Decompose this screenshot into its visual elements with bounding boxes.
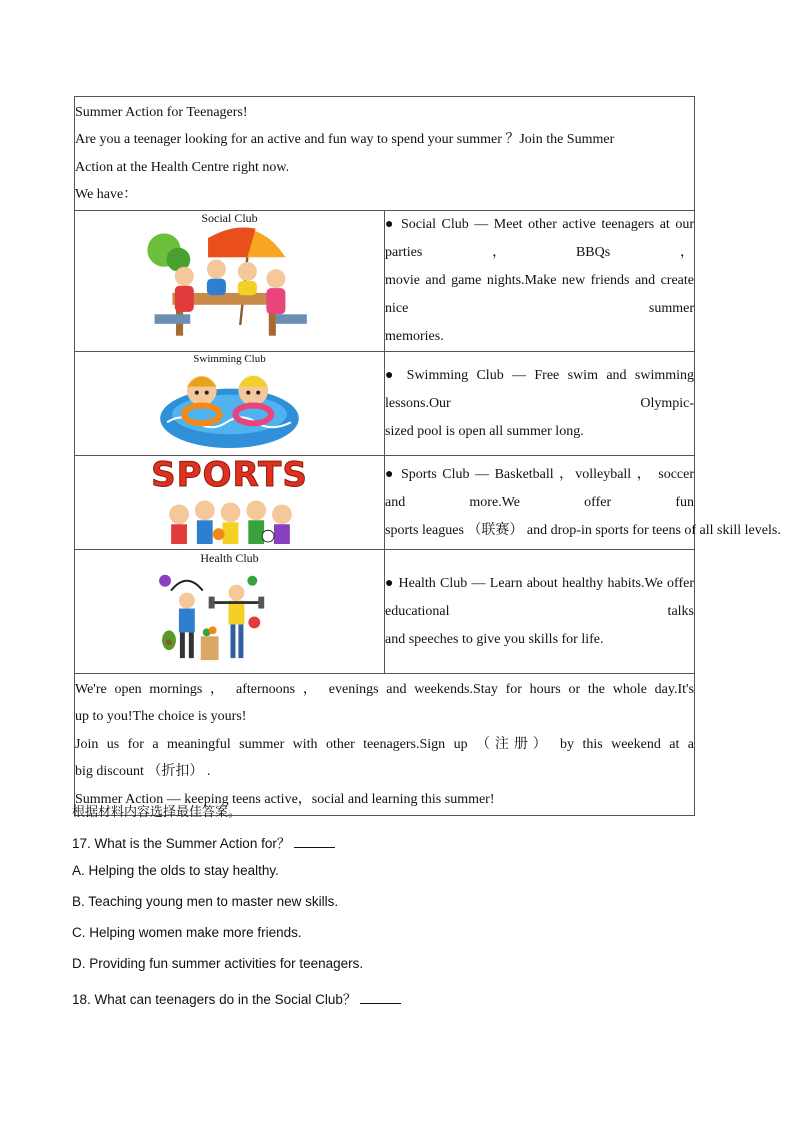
club-line: memories. <box>385 329 444 344</box>
reading-passage-box <box>74 96 781 816</box>
instruction-text: 根据材料内容选择最佳答案。 <box>72 805 242 820</box>
option-b[interactable]: B. Teaching young men to master new skills. <box>72 894 339 909</box>
club-line: ● Social Club — Meet other active teenagers at our parties，BBQs， <box>385 217 694 260</box>
club-row-sports <box>75 456 695 550</box>
answer-blank[interactable] <box>360 991 401 1004</box>
question-stem: 18. What can teenagers do in the Social Club？ <box>72 992 357 1007</box>
option-a[interactable]: A. Helping the olds to stay healthy. <box>72 863 279 878</box>
answer-blank[interactable] <box>294 835 335 848</box>
passage-outro <box>75 674 695 816</box>
sports-club-caption: SPORTS <box>151 455 308 495</box>
club-row-social <box>75 211 695 352</box>
club-row-swimming <box>75 352 695 456</box>
outro-line: Join us for a meaningful summer with other teenagers.Sign up （注册） by this weekend at a <box>75 736 694 752</box>
club-line: sized pool is open all summer long. <box>385 423 584 439</box>
swimming-club-image <box>75 352 385 456</box>
question-18 <box>72 988 401 1008</box>
club-line: ● Swimming Club — Free swim and swimming lessons.Our Olympic- <box>385 367 694 411</box>
intro-line: Are you a teenager looking for an active and fun way to spend your summer ？Join the Summer <box>75 132 615 147</box>
outro-line: up to you!The choice is yours! <box>75 709 247 725</box>
outro-line: Summer Action — keeping teens active，social and learning this summer! <box>75 791 495 807</box>
swimming-club-description <box>385 352 695 456</box>
social-club-description <box>385 211 695 352</box>
sports-club-image <box>75 456 385 550</box>
club-line: ● Sports Club — Basketball ，volleyball ， soccer and more.We offer fun <box>385 466 694 510</box>
health-club-illustration <box>76 551 383 672</box>
club-line: and speeches to give you skills for life. <box>385 631 604 647</box>
intro-line: We have： <box>75 187 138 202</box>
health-club-description <box>385 550 695 674</box>
health-club-caption: Health Club <box>200 551 259 565</box>
outro-line: big discount （折扣） . <box>75 764 211 780</box>
question-17 <box>72 832 335 852</box>
outro-line: We're open mornings ， afternoons ， evenings and weekends.Stay for hours or the whole day.It's <box>75 681 694 697</box>
swimming-club-illustration <box>76 353 383 454</box>
passage-intro <box>75 97 695 211</box>
social-club-caption: Social Club <box>201 211 258 225</box>
club-line: movie and game nights.Make new friends and create nice summer <box>385 273 694 316</box>
intro-line: Action at the Health Centre right now. <box>75 159 290 175</box>
club-line: sports leagues （联赛） and drop-in sports for teens of all skill levels. <box>385 522 781 538</box>
option-c[interactable]: C. Helping women make more friends. <box>72 925 302 940</box>
option-d[interactable]: D. Providing fun summer activities for teenagers. <box>72 956 364 971</box>
club-row-health <box>75 550 695 674</box>
passage-title: Summer Action for Teenagers! <box>75 104 248 120</box>
question-stem: 17. What is the Summer Action for？ <box>72 836 291 851</box>
swimming-club-caption: Swimming Club <box>193 353 266 365</box>
health-club-image <box>75 550 385 674</box>
social-club-illustration <box>76 212 383 350</box>
sports-club-description <box>385 456 781 550</box>
club-line: ● Health Club — Learn about healthy habits.We offer educational talks <box>385 575 694 619</box>
social-club-image <box>75 211 385 352</box>
